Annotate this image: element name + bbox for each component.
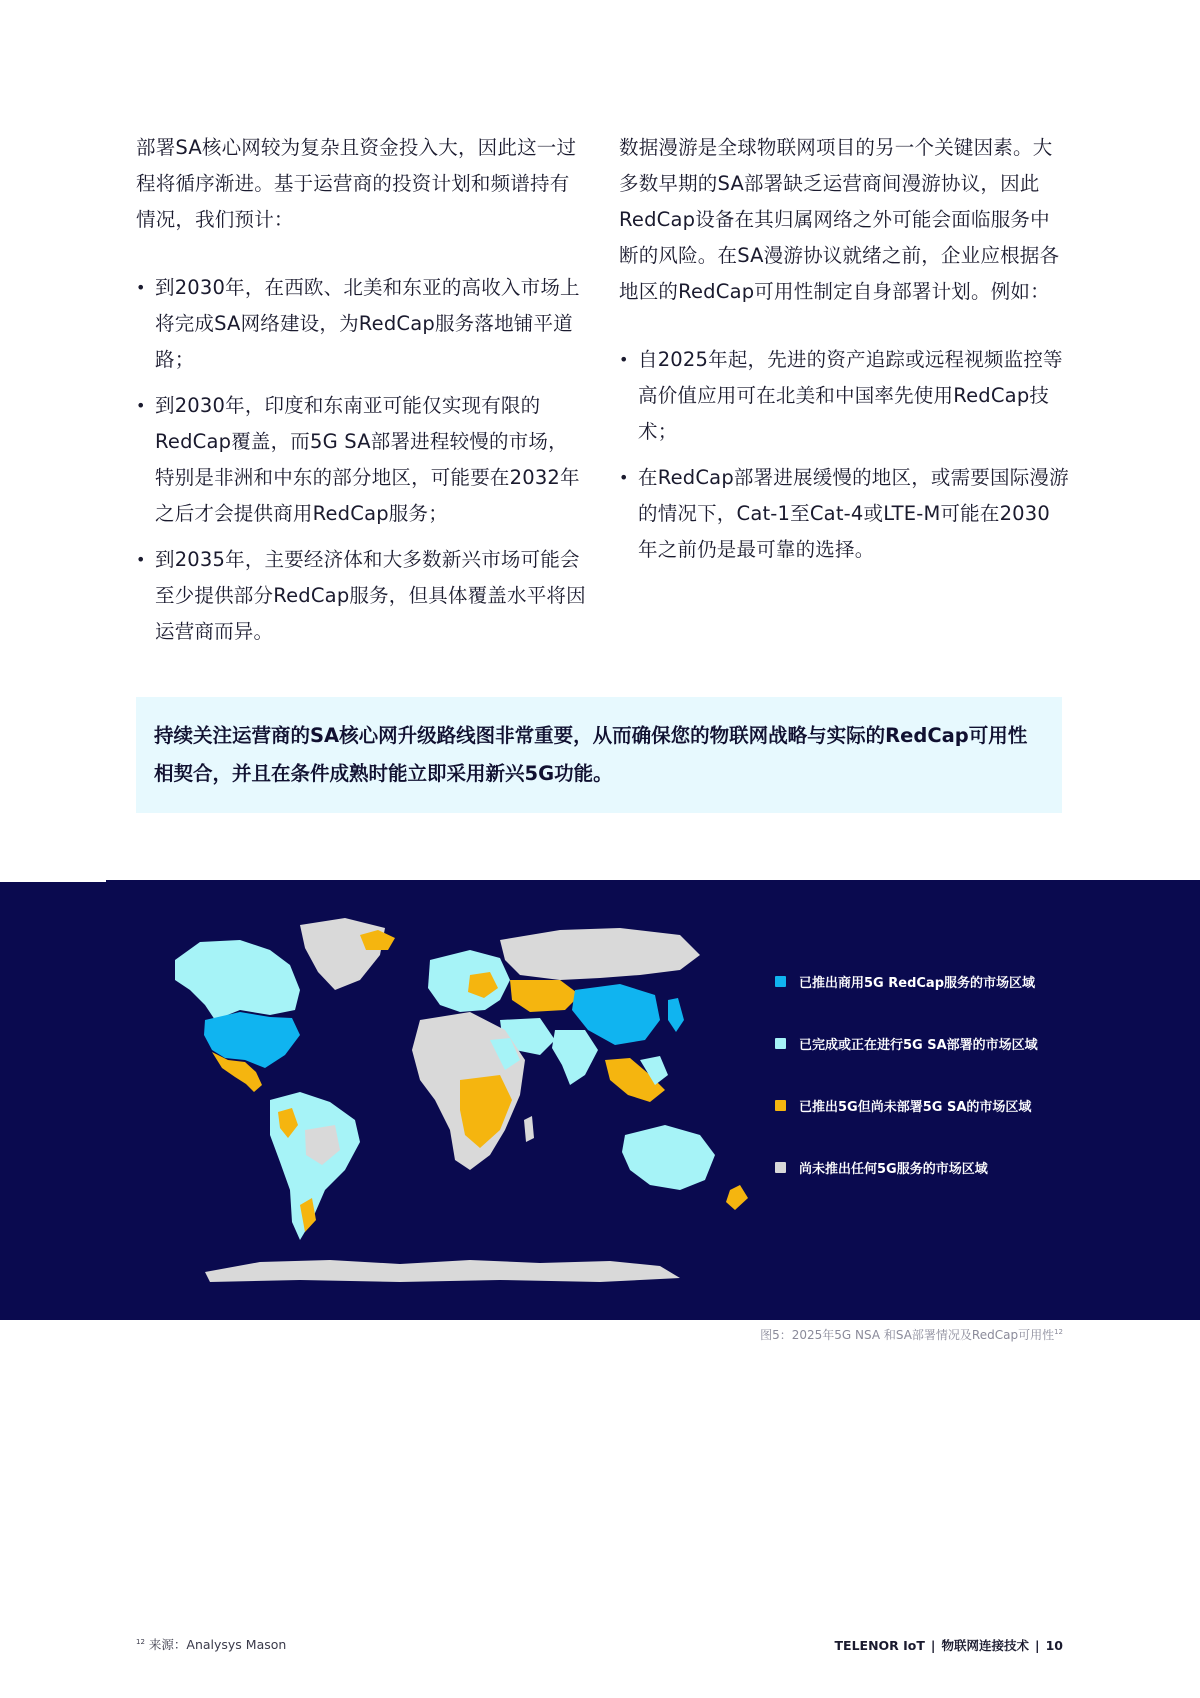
caption-footnote-ref: 12 [1054,1328,1063,1336]
map-region-greenland [300,918,385,990]
footer-brand: TELENOR IoT [834,1638,925,1653]
map-region-central-asia [510,980,580,1012]
map-region-africa-yellow [460,1075,512,1148]
callout-box [136,697,1062,813]
right-column [619,130,1069,578]
callout-text: 持续关注运营商的SA核心网升级路线图非常重要，从而确保您的物联网战略与实际的RedCap可用性相契合，并且在条件成熟时能立即采用新兴5G功能。 [154,724,1028,785]
left-intro: 部署SA核心网较为复杂且资金投入大，因此这一过程将循序渐进。基于运营商的投资计划和频谱持有情况，我们预计： [136,136,577,231]
page-footer [835,1636,1063,1654]
legend-swatch-grey [775,1162,786,1173]
left-bullet-2030-india-sea: • 到2030年，印度和东南亚可能仅实现有限的RedCap覆盖，而5G SA部署进程较慢的市场，特别是非洲和中东的部分地区，可能要在2032年之后才会提供商用RedCap服务； [136,388,586,532]
legend-label: 已完成或正在进行5G SA部署的市场区域 [799,1037,1038,1053]
caption-text: 图5：2025年5G NSA 和SA部署情况及RedCap可用性 [760,1328,1055,1342]
legend-swatch-blue [775,976,786,987]
footer-section: 物联网连接技术 [941,1638,1030,1653]
map-region-india [552,1030,598,1085]
left-bullet-2030-high-income: • 到2030年，在西欧、北美和东亚的高收入市场上将完成SA网络建设，为RedCap服务落地铺平道路； [136,270,586,378]
legend-item-5g-nsa [775,1074,1038,1136]
source-footnote [136,1635,286,1653]
right-bullet-list [619,342,1069,568]
world-map-panel [0,880,1200,1320]
legend-label: 已推出商用5G RedCap服务的市场区域 [799,975,1035,991]
map-region-australia [622,1125,715,1190]
map-region-madagascar [524,1116,534,1142]
legend-swatch-yellow [775,1100,786,1111]
footnote-number: 12 [136,1637,145,1646]
map-region-antarctica [205,1260,680,1282]
map-legend [775,950,1038,1198]
left-column [136,130,586,660]
legend-item-no-5g [775,1136,1038,1198]
left-bullet-list [136,270,586,650]
footer-separator: | [1035,1638,1040,1653]
legend-item-redcap [775,950,1038,1012]
legend-label: 尚未推出任何5G服务的市场区域 [799,1161,988,1177]
left-bullet-2035: • 到2035年，主要经济体和大多数新兴市场可能会至少提供部分RedCap服务，但具体覆盖水平将因运营商而异。 [136,542,586,650]
footnote-text: 来源：Analysys Mason [144,1637,287,1652]
map-region-japan [668,998,684,1032]
page-number: 10 [1045,1638,1063,1653]
map-region-europe [428,950,510,1012]
figure-caption [760,1326,1063,1343]
map-region-russia [500,928,700,980]
legend-label: 已推出5G但尚未部署5G SA的市场区域 [799,1099,1032,1115]
right-intro: 数据漫游是全球物联网项目的另一个关键因素。大多数早期的SA部署缺乏运营商间漫游协议，因此RedCap设备在其归属网络之外可能会面临服务中断的风险。在SA漫游协议就绪之前，企业应根据各地区的RedCap可用性制定自身部署计划。例如： [619,136,1060,303]
world-map [0,880,760,1320]
map-region-canada [175,940,300,1020]
legend-item-sa [775,1012,1038,1074]
right-bullet-slow-regions: • 在RedCap部署进展缓慢的地区，或需要国际漫游的情况下，Cat-1至Cat-4或LTE-M可能在2030年之前仍是最可靠的选择。 [619,460,1069,568]
footer-separator: | [930,1638,936,1653]
map-region-new-zealand [726,1185,748,1210]
right-bullet-2025: • 自2025年起，先进的资产追踪或远程视频监控等高价值应用可在北美和中国率先使用RedCap技术； [619,342,1069,450]
legend-swatch-light-cyan [775,1038,786,1049]
